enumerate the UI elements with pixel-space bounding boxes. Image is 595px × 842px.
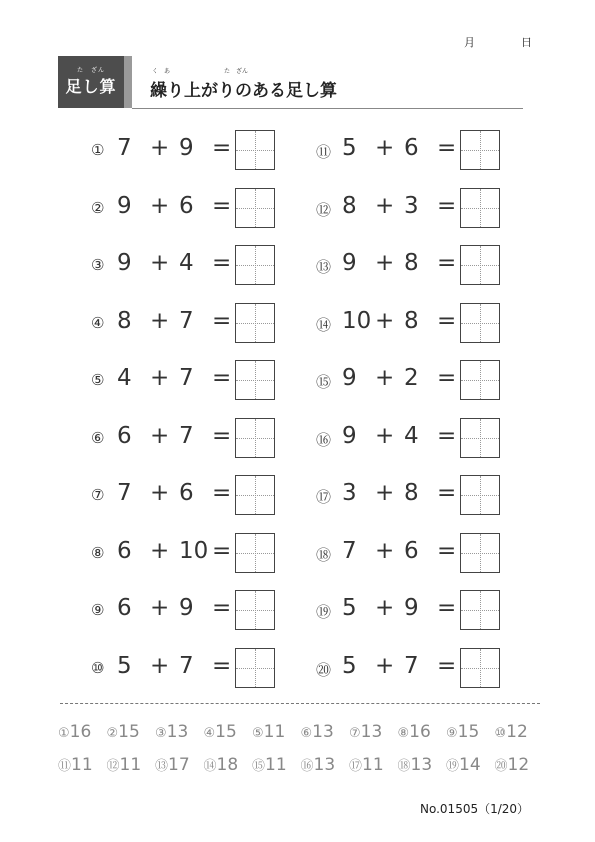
answer-number: ⑨ [446, 726, 458, 741]
answer-separator [60, 703, 540, 704]
problem-number: ④ [91, 313, 105, 332]
page-title: 繰り上がりのある足し算 [150, 81, 337, 101]
answer-value: 13 [410, 755, 433, 775]
answer-box[interactable] [460, 303, 500, 343]
answer-number: ⑧ [397, 726, 410, 741]
answer-value: 11 [119, 755, 142, 775]
answer-number: ⑫ [106, 759, 120, 774]
operand-a: 6 [117, 537, 132, 564]
badge-text: 足し算 [65, 77, 117, 96]
answer-key-item [155, 755, 190, 775]
answer-key-item [155, 722, 188, 742]
equals-sign: = [212, 135, 232, 161]
answer-value: 15 [118, 722, 140, 742]
answer-number: ⑦ [349, 726, 361, 741]
operand-b: 8 [404, 307, 419, 334]
problem-12 [316, 188, 546, 228]
operand-a: 7 [117, 135, 132, 161]
operand-b: 4 [404, 422, 419, 449]
answer-box[interactable] [235, 303, 275, 343]
answer-value: 11 [265, 755, 287, 775]
equals-sign: = [437, 365, 457, 391]
operand-a: 5 [342, 652, 357, 679]
operand-b: 8 [404, 480, 419, 506]
plus-sign: + [375, 365, 395, 391]
answer-number: ② [106, 726, 119, 741]
answer-box[interactable] [235, 475, 275, 515]
answer-key-item [252, 755, 287, 775]
operand-a: 6 [117, 422, 132, 449]
answer-number: ⑱ [397, 759, 411, 774]
plus-sign: + [375, 135, 395, 161]
answer-value: 13 [166, 722, 189, 742]
plus-sign: + [150, 192, 170, 219]
answer-number: ⑲ [446, 759, 460, 774]
equals-sign: = [437, 307, 457, 334]
plus-sign: + [375, 480, 395, 506]
plus-sign: + [150, 250, 170, 276]
problem-8 [91, 533, 321, 573]
answer-value: 18 [216, 755, 239, 775]
problem-number: ⑥ [91, 428, 105, 447]
answer-key-item [495, 722, 528, 742]
equals-sign: = [212, 365, 232, 391]
answer-value: 16 [69, 722, 92, 742]
operand-a: 9 [117, 192, 132, 219]
answer-box[interactable] [235, 648, 275, 688]
operand-a: 4 [117, 365, 132, 391]
problem-number: ⑮ [316, 373, 332, 391]
answer-number: ⑬ [155, 759, 169, 774]
answer-box[interactable] [235, 418, 275, 458]
answer-box[interactable] [235, 130, 275, 170]
answer-key-item [349, 722, 382, 742]
equals-sign: = [437, 250, 457, 276]
answer-key-item [301, 755, 336, 775]
answer-value: 17 [168, 755, 190, 775]
problem-9 [91, 590, 321, 630]
answer-number: ⑤ [252, 726, 264, 741]
answer-box[interactable] [460, 590, 500, 630]
answer-value: 14 [459, 755, 481, 775]
operand-b: 7 [179, 307, 194, 334]
plus-sign: + [375, 307, 395, 334]
answer-key-item [204, 722, 237, 742]
problem-number: ⑲ [316, 603, 332, 621]
equals-sign: = [437, 135, 457, 161]
plus-sign: + [150, 537, 170, 564]
operand-a: 6 [117, 595, 132, 621]
answer-box[interactable] [460, 418, 500, 458]
equals-sign: = [437, 652, 457, 679]
problem-number: ① [91, 141, 105, 159]
operand-a: 9 [342, 365, 357, 391]
operand-a: 9 [342, 250, 357, 276]
answer-box[interactable] [460, 533, 500, 573]
answer-value: 15 [457, 722, 480, 742]
answer-box[interactable] [460, 188, 500, 228]
equals-sign: = [437, 422, 457, 449]
plus-sign: + [375, 652, 395, 679]
answer-key-item [349, 755, 384, 775]
answer-key-item [398, 755, 433, 775]
answer-box[interactable] [460, 648, 500, 688]
plus-sign: + [375, 250, 395, 276]
answer-value: 16 [409, 722, 431, 742]
answer-value: 11 [263, 722, 286, 742]
answer-box[interactable] [235, 590, 275, 630]
answer-box[interactable] [235, 533, 275, 573]
answer-box[interactable] [460, 360, 500, 400]
answer-key-item [398, 722, 431, 742]
answer-number: ④ [203, 726, 216, 741]
answer-key-item [446, 722, 479, 742]
problem-3 [91, 245, 321, 285]
problem-14 [316, 303, 546, 343]
problem-number: ⑤ [91, 371, 105, 389]
plus-sign: + [150, 422, 170, 449]
month-label: 月 [464, 36, 475, 49]
problem-15 [316, 360, 546, 400]
problem-10 [91, 648, 321, 688]
operand-a: 9 [117, 250, 132, 276]
answer-key-item [446, 755, 481, 775]
answer-number: ⑮ [252, 759, 266, 774]
problem-number: ⑳ [316, 660, 332, 679]
problem-19 [316, 590, 546, 630]
operand-b: 9 [179, 595, 194, 621]
answer-value: 12 [507, 755, 530, 775]
answer-key-item [107, 755, 142, 775]
equals-sign: = [212, 537, 232, 564]
plus-sign: + [150, 652, 170, 679]
equals-sign: = [437, 537, 457, 564]
answer-value: 13 [312, 722, 334, 742]
problem-number: ⑧ [91, 543, 105, 562]
worksheet-code: No.01505（1/20） [420, 802, 530, 816]
operand-a: 8 [342, 192, 357, 219]
operand-b: 3 [404, 192, 419, 219]
operand-b: 6 [179, 192, 194, 219]
problem-2 [91, 188, 321, 228]
plus-sign: + [150, 365, 170, 391]
plus-sign: + [150, 480, 170, 506]
answer-number: ⑩ [494, 726, 507, 741]
operand-b: 10 [179, 537, 209, 564]
answer-box[interactable] [460, 475, 500, 515]
operand-b: 7 [404, 652, 419, 679]
problem-number: ⑬ [316, 258, 332, 276]
answer-key-item [252, 722, 285, 742]
problem-number: ⑫ [316, 200, 332, 219]
badge-edge [124, 56, 132, 108]
problem-number: ③ [91, 256, 105, 274]
answer-value: 11 [362, 755, 384, 775]
badge-ruby: た ざん [76, 67, 105, 74]
answer-key-item [204, 755, 239, 775]
answer-number: ⑯ [300, 759, 314, 774]
plus-sign: + [375, 537, 395, 564]
problem-number: ⑰ [316, 488, 332, 506]
problem-number: ⑪ [316, 143, 332, 161]
answer-key-item [58, 755, 93, 775]
operand-a: 8 [117, 307, 132, 334]
equals-sign: = [437, 595, 457, 621]
equals-sign: = [212, 307, 232, 334]
operand-b: 4 [179, 250, 194, 276]
answer-key-item [495, 755, 530, 775]
problem-7 [91, 475, 321, 515]
answer-value: 15 [215, 722, 237, 742]
operand-a: 5 [342, 135, 357, 161]
answer-key-item [301, 722, 334, 742]
problem-20 [316, 648, 546, 688]
operand-b: 7 [179, 652, 194, 679]
answer-box[interactable] [235, 188, 275, 228]
problem-13 [316, 245, 546, 285]
problem-11 [316, 130, 546, 170]
answer-number: ⑭ [203, 759, 217, 774]
problem-number: ⑱ [316, 545, 332, 564]
problem-4 [91, 303, 321, 343]
category-badge [58, 56, 132, 108]
equals-sign: = [212, 595, 232, 621]
answer-number: ③ [155, 726, 167, 741]
header-rule [132, 108, 523, 109]
answer-value: 12 [506, 722, 528, 742]
equals-sign: = [212, 480, 232, 506]
answer-box[interactable] [460, 245, 500, 285]
day-label: 日 [521, 36, 532, 49]
answer-number: ① [58, 726, 70, 741]
problem-number: ② [91, 198, 105, 217]
title-ruby: く あ た ざん [152, 68, 249, 75]
operand-a: 9 [342, 422, 357, 449]
problem-number: ⑭ [316, 315, 332, 334]
answer-box[interactable] [235, 360, 275, 400]
answer-number: ⑰ [349, 759, 363, 774]
problem-number: ⑩ [91, 658, 105, 677]
equals-sign: = [212, 250, 232, 276]
equals-sign: = [212, 652, 232, 679]
operand-a: 7 [342, 537, 357, 564]
operand-a: 5 [117, 652, 132, 679]
equals-sign: = [437, 192, 457, 219]
operand-a: 10 [342, 307, 372, 334]
problem-16 [316, 418, 546, 458]
answer-number: ⑥ [300, 726, 313, 741]
operand-a: 3 [342, 480, 357, 506]
answer-key-item [107, 722, 140, 742]
answer-key-item [58, 722, 91, 742]
operand-b: 7 [179, 422, 194, 449]
plus-sign: + [375, 595, 395, 621]
operand-a: 5 [342, 595, 357, 621]
plus-sign: + [375, 192, 395, 219]
answer-number: ⑪ [58, 759, 72, 774]
plus-sign: + [150, 307, 170, 334]
problem-number: ⑨ [91, 601, 105, 619]
problem-6 [91, 418, 321, 458]
operand-b: 2 [404, 365, 419, 391]
problem-number: ⑦ [91, 486, 105, 504]
operand-b: 9 [179, 135, 194, 161]
operand-b: 6 [179, 480, 194, 506]
plus-sign: + [150, 595, 170, 621]
equals-sign: = [212, 192, 232, 219]
problem-5 [91, 360, 321, 400]
operand-b: 9 [404, 595, 419, 621]
answer-value: 13 [313, 755, 336, 775]
operand-b: 8 [404, 250, 419, 276]
operand-b: 6 [404, 537, 419, 564]
operand-b: 6 [404, 135, 419, 161]
operand-a: 7 [117, 480, 132, 506]
equals-sign: = [212, 422, 232, 449]
problem-number: ⑯ [316, 430, 332, 449]
problem-18 [316, 533, 546, 573]
answer-box[interactable] [460, 130, 500, 170]
operand-b: 7 [179, 365, 194, 391]
answer-number: ⑳ [494, 759, 508, 774]
equals-sign: = [437, 480, 457, 506]
answer-box[interactable] [235, 245, 275, 285]
plus-sign: + [150, 135, 170, 161]
plus-sign: + [375, 422, 395, 449]
problem-1 [91, 130, 321, 170]
problem-17 [316, 475, 546, 515]
answer-value: 13 [360, 722, 383, 742]
answer-value: 11 [71, 755, 93, 775]
